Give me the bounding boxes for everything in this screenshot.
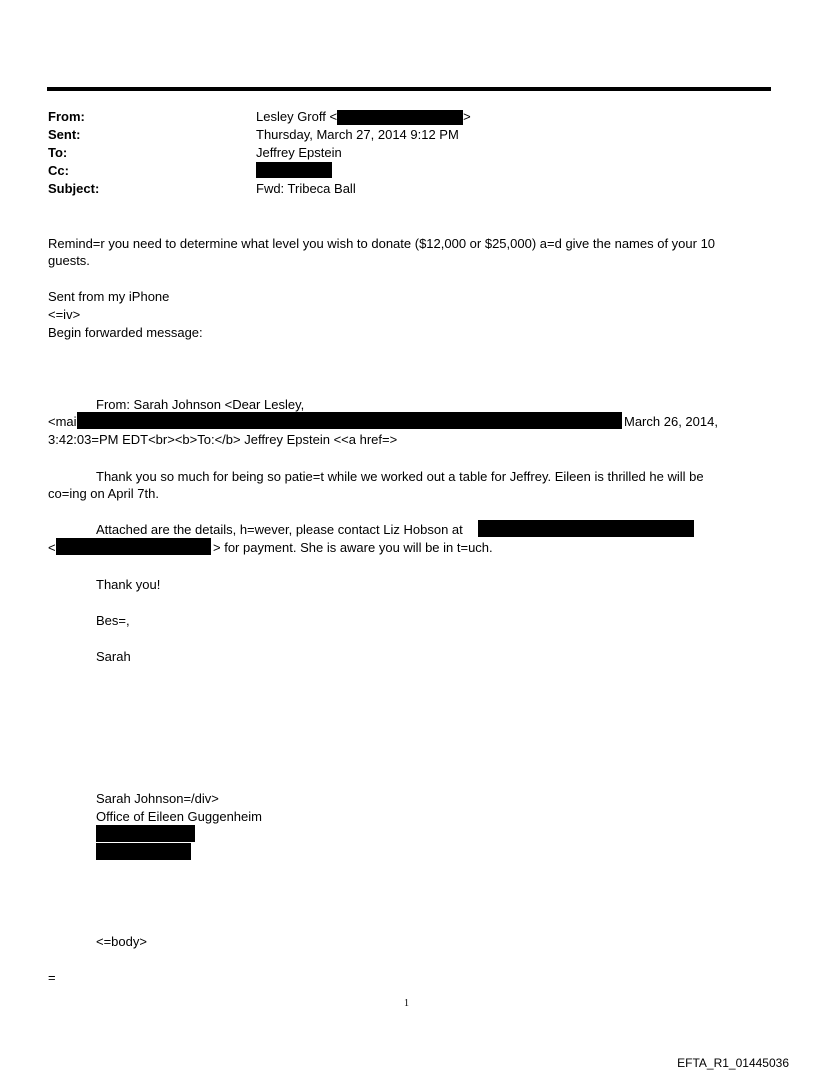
forwarded-date: March 26, 2014, (624, 414, 718, 429)
thank-you-line: Thank you! (96, 577, 161, 592)
sent-from-line: Sent from my iPhone (48, 289, 170, 304)
forwarded-from-line: From: Sarah Johnson <Dear Lesley, (96, 397, 305, 412)
signature-line-1: Sarah Johnson=/div> (96, 791, 219, 806)
subject-label: Subject: (48, 181, 100, 196)
redaction-bar (337, 110, 463, 125)
trailing-equals: = (48, 970, 56, 985)
thanks-line-2: co=ing on April 7th. (48, 486, 159, 501)
cc-label: Cc: (48, 163, 69, 178)
attached-line-1: Attached are the details, h=wever, please contact Liz Hobson at (96, 522, 463, 537)
sent-value: Thursday, March 27, 2014 9:12 PM (256, 127, 459, 142)
redaction-bar (478, 520, 694, 537)
signature-line-2: Office of Eileen Guggenheim (96, 809, 262, 824)
to-label: To: (48, 145, 68, 160)
signoff-name: Sarah (96, 649, 131, 664)
sent-label: Sent: (48, 127, 81, 142)
from-name: Lesley Groff < (256, 109, 338, 124)
thanks-line-1: Thank you so much for being so patie=t while we worked out a table for Jeffrey. Eileen is thrilled he will be (96, 469, 704, 484)
redaction-bar (77, 412, 622, 429)
cc-redaction-bar (256, 162, 332, 178)
div-tag-line: <=iv> (48, 307, 81, 322)
forwarded-mai-prefix: <mai (48, 414, 77, 429)
body-paragraph-line-1: Remind=r you need to determine what level you wish to donate ($12,000 or $25,000) a=d give the names of your 10 (48, 236, 716, 251)
body-paragraph-line-2: guests. (48, 253, 90, 268)
attached-line-2: > for payment. She is aware you will be in t=uch. (213, 540, 493, 555)
subject-value: Fwd: Tribeca Ball (256, 181, 356, 196)
redaction-bar (96, 843, 191, 860)
header-rule (47, 87, 771, 91)
page-number: 1 (404, 998, 409, 1009)
begin-forwarded-line: Begin forwarded message: (48, 325, 203, 340)
from-bracket: > (463, 109, 471, 124)
forwarded-time-line: 3:42:03=PM EDT<br><b>To:</b> Jeffrey Epstein <<a href=> (48, 432, 398, 447)
from-label: From: (48, 109, 85, 124)
redaction-bar (96, 825, 195, 842)
attached-line-2-prefix: < (48, 540, 56, 555)
redaction-bar (56, 538, 211, 555)
best-line: Bes=, (96, 613, 130, 628)
document-id: EFTA_R1_01445036 (677, 1056, 789, 1070)
to-value: Jeffrey Epstein (256, 145, 342, 160)
from-value (256, 108, 471, 125)
body-close-tag: <=body> (96, 934, 147, 949)
